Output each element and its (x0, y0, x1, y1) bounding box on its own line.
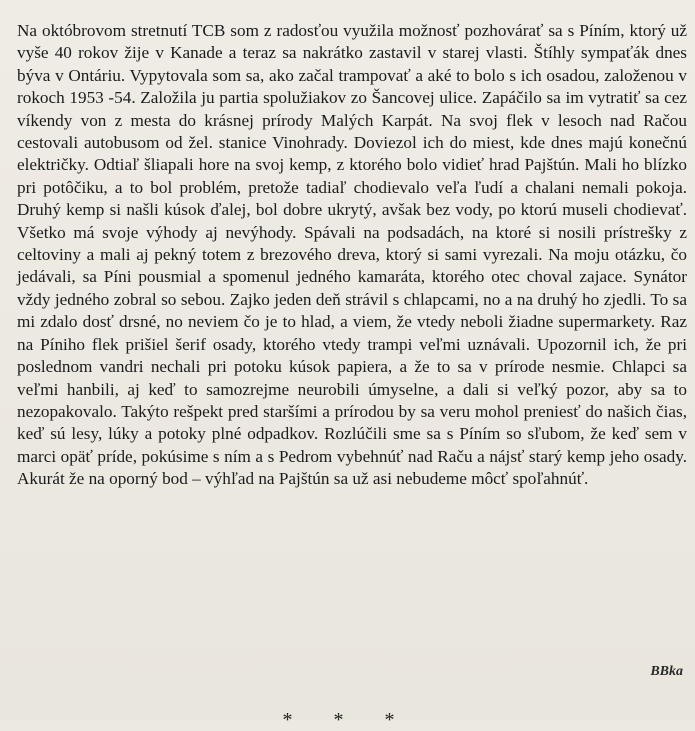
author-signature: BBka (650, 664, 683, 679)
article-body: Na októbrovom stretnutí TCB som z radosťou využila možnosť pozhovárať sa s Píním, ktorý už vyše 40 rokov žije v Kanade a teraz sa nakrátko zastavil v starej vlasti. Štíhly sympaťák dnes býva v Ontáriu. Vypytovala som sa, ako začal trampovať a aké to bolo s ich osadou, založenou v rokoch 1953 -54. Založila ju partia spolužiakov zo Šancovej ulice. Zapáčilo sa im vytratiť sa cez víkendy von z mesta do krásnej prírody Malých Karpát. Na svoj flek v lesoch nad Račou cestovali autobusom od žel. stanice Vinohrady. Doviezol ich do miest, kde dnes majú konečnú električky. Odtiaľ šliapali hore na svoj kemp, z ktorého bolo vidieť hrad Pajštún. Mali ho blízko pri potôčiku, a to bol problém, pretože tadiaľ chodievalo veľa ľudí a chalani nemali pokoja. Druhý kemp si našli kúsok ďalej, bol dobre ukrytý, avšak bez vody, po ktorú museli chodievať. Všetko má svoje výhody aj nevýhody. Spávali na podsadách, na ktoré si nosili prístrešky z celtoviny a mali aj pekný totem z brezového dreva, ktorý si sami vyrezali. Na moju otázku, čo jedávali, sa Píni pousmial a spomenul jedného kamaráta, ktorého otec choval zajace. Synátor vždy jedného zobral so sebou. Zajko jeden deň strávil s chlapcami, no a na druhý ho zjedli. To sa mi zdalo dosť drsné, no neviem čo je to hlad, a viem, že vtedy neboli žiadne supermarkety. Raz na Píniho flek prišiel šerif osady, ktorého vtedy trampi veľmi uznávali. Upozornil ich, že pri poslednom vandri nechali pri potoku kúsok papiera, a že to sa v prírode nesmie. Chlapci sa veľmi hanbili, aj keď to samozrejme neurobili úmyselne, a dali si veľký pozor, aby sa to nezopakovalo. Takýto rešpekt pred staršími a prírodou by sa veru mohol preniesť do našich čias, keď sú lesy, lúky a potoky plné odpadkov. Rozlúčili sme sa s Píním so sľubom, že keď sem v marci opäť príde, pokúsime s ním a s Pedrom vybehnúť nad Raču a nájsť starý kemp jeho osady. Akurát že na oporný bod – výhľad na Pajštún sa už asi nebudeme môcť spoľahnúť. (17, 21, 687, 489)
section-separator: * * * (282, 709, 413, 731)
